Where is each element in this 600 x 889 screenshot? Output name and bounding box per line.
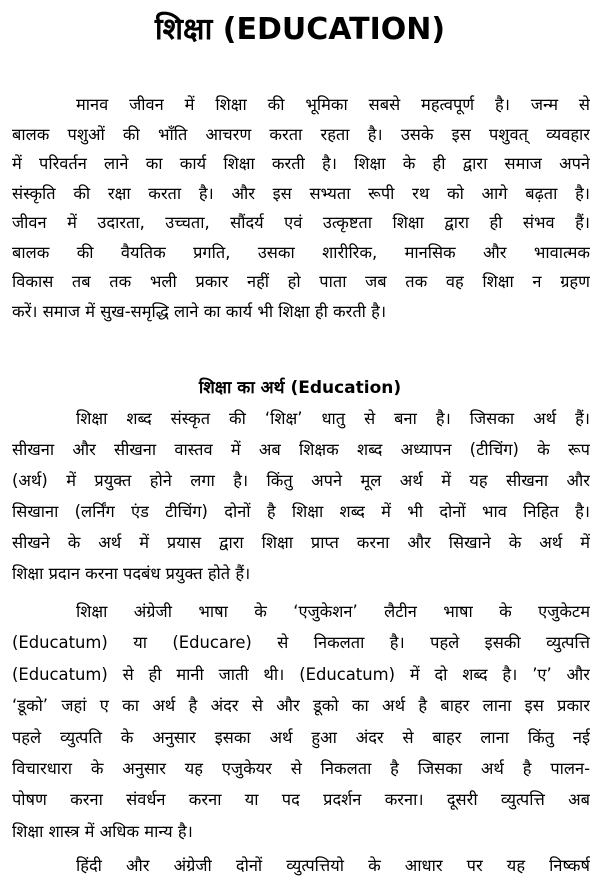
- intro-paragraph: [12, 90, 590, 326]
- meaning-paragraph: [12, 403, 590, 589]
- text-line: जीवन में उदारता, उच्चता, सौंदर्य एवं उत्कृष्टता शिक्षा द्वारा ही संभव हैं।: [12, 213, 590, 232]
- conclusion-paragraph: [12, 851, 590, 881]
- text-line: बालक पशुओं की भाँति आचरण करता रहता है। उसके इस पशुवत् व्यवहार: [12, 124, 590, 144]
- text-line: शिक्षा शब्द संस्कृत की ‘शिक्ष’ धातु से बना है। जिसका अर्थ हैं।: [76, 409, 590, 428]
- text-line: शिक्षा अंग्रेजी भाषा के ‘एजुकेशन’ लैटीन भाषा के एजुकेटम: [76, 602, 590, 621]
- text-line: में परिवर्तन लाने का कार्य शिक्षा करती है। शिक्षा के ही द्वारा समाज अपने: [12, 154, 590, 173]
- text-line: शिक्षा शास्त्र में अधिक मान्य है।: [12, 821, 193, 841]
- text-line: सीखने के अर्थ में प्रयास द्वारा शिक्षा प्राप्त करना और सिखाने के अर्थ में: [12, 533, 590, 552]
- text-line: पोषण करना संवर्धन करना या पद प्रदर्शन करना। दूसरी व्युत्पत्ति अब: [12, 790, 590, 810]
- text-line: संस्कृति की रक्षा करता है। और इस सभ्यता रूपी रथ को आगे बढ़ता है।: [12, 183, 590, 203]
- text-line: पहले व्युत्पति के अनुसार इसका अर्थ हुआ अंदर से बाहर लाना किंतु नई: [12, 727, 590, 747]
- text-line: सीखना और सीखना वास्तव में अब शिक्षक शब्द अध्यापन (टीचिंग) के रूप: [12, 440, 590, 459]
- text-line: मानव जीवन में शिक्षा की भूमिका सबसे महत्वपूर्ण है। जन्म से: [76, 95, 590, 114]
- text-line: हिंदी और अंग्रेजी दोनों व्युत्पत्तियो के आधार पर यह निष्कर्ष: [76, 856, 590, 875]
- text-line: (Educatum) से ही मानी जाती थी। (Educatum) में दो शब्द है। ’ए’ और: [12, 664, 590, 684]
- page-title: शिक्षा (EDUCATION): [154, 12, 446, 47]
- text-line: शिक्षा प्रदान करना पदबंध प्रयुक्त होते हैं।: [12, 564, 251, 583]
- text-line: विकास तब तक भली प्रकार नहीं हो पाता जब तक वह शिक्षा न ग्रहण: [12, 272, 590, 291]
- text-line: बालक की वैयतिक प्रगति, उसका शारीरिक, मानसिक और भावात्मक: [12, 242, 590, 262]
- text-line: विचारधारा के अनुसार यह एजुकेयर से निकलता है जिसका अर्थ है पालन-: [12, 758, 590, 778]
- section-heading: शिक्षा का अर्थ (Education): [198, 378, 402, 398]
- text-line: (अर्थ) में प्रयुक्त होने लगा है। किंतु अपने मूल अर्थ में यह सीखना और: [12, 471, 590, 490]
- text-line: (Educatum) या (Educare) से निकलता है। पहले इसकी व्युत्पत्ति: [12, 633, 590, 653]
- text-line: ‘डूको’ जहां ए का अर्थ है अंदर से और डूको का अर्थ है बाहर लाना इस प्रकार: [12, 696, 590, 716]
- text-line: करें। समाज में सुख-समृद्धि लाने का कार्य भी शिक्षा ही करती है।: [12, 301, 387, 321]
- text-line: सिखाना (लर्निंग एंड टीचिंग) दोनों है शिक्षा शब्द में भी दोनों भाव निहित है।: [12, 502, 590, 521]
- etymology-paragraph: [12, 596, 590, 847]
